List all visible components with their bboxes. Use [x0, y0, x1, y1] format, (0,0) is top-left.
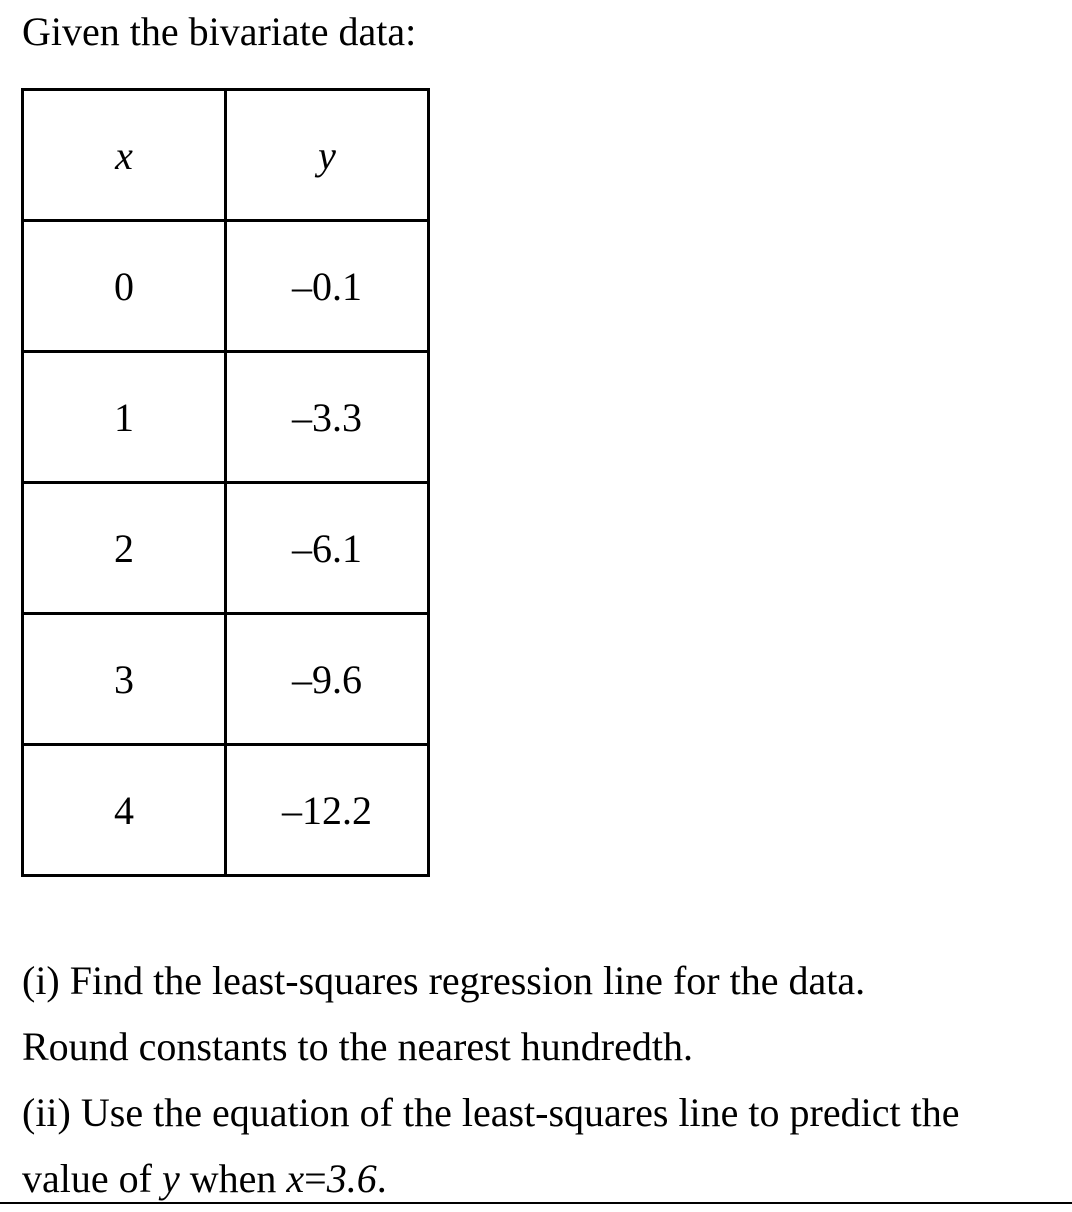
part2-mid: when	[179, 1156, 287, 1201]
table-row	[23, 483, 429, 614]
cell-y: –9.6	[226, 614, 429, 745]
cell-y: –3.3	[226, 352, 429, 483]
header-x: x	[23, 90, 226, 221]
cell-x: 0	[23, 221, 226, 352]
table-row	[23, 745, 429, 876]
part2-value: 3.6	[326, 1156, 377, 1201]
intro-text: Given the bivariate data:	[22, 9, 417, 54]
cell-x: 2	[23, 483, 226, 614]
cell-y: –0.1	[226, 221, 429, 352]
part2-var-y: y	[161, 1156, 180, 1201]
question-block	[22, 948, 1067, 1212]
header-y: y	[226, 90, 429, 221]
cell-y: –6.1	[226, 483, 429, 614]
bivariate-data-table	[21, 88, 430, 877]
cell-y: –12.2	[226, 745, 429, 876]
question-part1-line1: (i) Find the least-squares regression line for the data.	[22, 958, 866, 1003]
table-row	[23, 221, 429, 352]
table-row	[23, 352, 429, 483]
part2-equals: =	[304, 1156, 327, 1201]
question-part1-line2: Round constants to the nearest hundredth.	[22, 1024, 693, 1069]
bottom-divider	[0, 1202, 1072, 1204]
part2-end: .	[376, 1156, 387, 1201]
cell-x: 1	[23, 352, 226, 483]
part2-prefix: value of	[22, 1156, 162, 1201]
cell-x: 3	[23, 614, 226, 745]
cell-x: 4	[23, 745, 226, 876]
question-part2-line1: (ii) Use the equation of the least-squares line to predict the	[22, 1090, 960, 1135]
part2-var-x: x	[286, 1156, 305, 1201]
table-header-row	[23, 90, 429, 221]
table-row	[23, 614, 429, 745]
